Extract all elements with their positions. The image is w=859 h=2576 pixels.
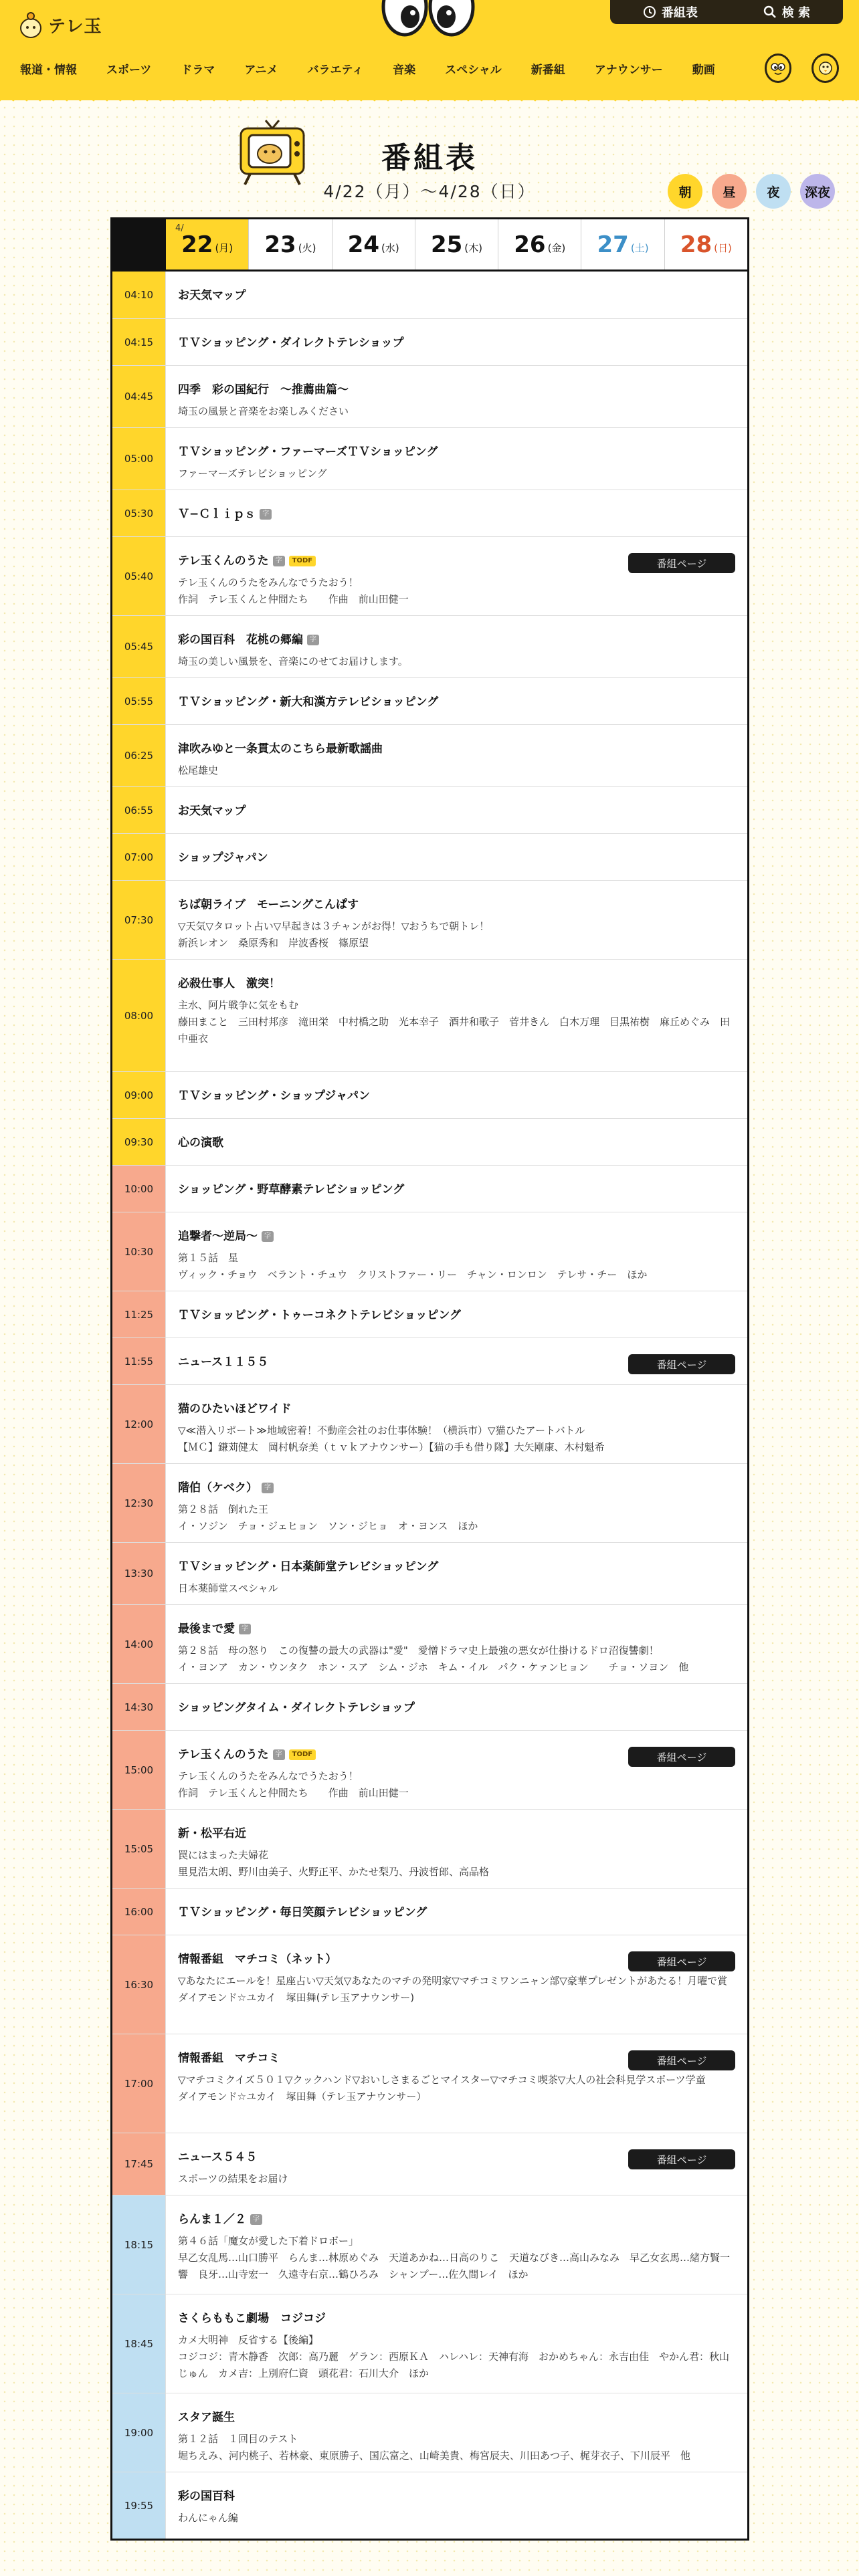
program-description: スポーツの結果をお届け [178, 2173, 288, 2185]
program-time: 09:30 [112, 1119, 166, 1165]
program-row [112, 1463, 747, 1542]
subtitle-badge-icon: 字 [239, 1624, 251, 1634]
program-cell [166, 1605, 747, 1683]
title-area [0, 100, 859, 217]
program-cell [166, 2034, 747, 2133]
program-time: 19:00 [112, 2393, 166, 2472]
program-title-text: さくらももこ劇場 コジコジ [178, 2312, 326, 2325]
day-number: 25 [430, 231, 463, 258]
program-row [112, 1888, 747, 1935]
program-page-button[interactable]: 番組ページ [628, 1354, 735, 1374]
program-row [112, 2393, 747, 2472]
day-number: 28 [680, 231, 712, 258]
program-title[interactable] [178, 444, 735, 460]
program-title[interactable] [178, 1559, 735, 1575]
program-cell [166, 319, 747, 365]
program-time: 17:45 [112, 2133, 166, 2195]
program-description: 第４６話「魔女が愛した下着ドロボー」 早乙女乱馬…山口勝平 らんま…林原めぐみ 天道あかね…日高のりこ 天道なびき…高山みなみ 早乙女玄馬…緒方賢一 響 良牙…山寺宏一 久遠寺右京…鶴ひろみ シャンプー…佐久間レイ ほか [178, 2235, 731, 2280]
program-title[interactable] [178, 803, 735, 819]
program-description: 第１２話 １回目のテスト 堀ちえみ、河内桃子、若林豪、東原勝子、国広富之、山崎美貴、梅宮辰夫、川田あつ子、梶芽衣子、下川辰平 他 [178, 2433, 690, 2462]
program-title-text: Ｖ−Ｃｌｉｐｓ [178, 508, 256, 521]
nav-news-info[interactable]: 報道・情報 [20, 63, 77, 77]
period-buttons [668, 174, 835, 209]
program-row [112, 272, 747, 318]
program-title[interactable] [178, 1621, 735, 1637]
search-button[interactable] [763, 3, 810, 21]
subtitle-badge-icon: 字 [262, 1483, 274, 1493]
program-row [112, 427, 747, 490]
program-title-text: スタア誕生 [178, 2411, 235, 2424]
program-cell [166, 1385, 747, 1463]
program-description: テレ玉くんのうたをみんなでうたおう！ 作詞 テレ玉くんと仲間たち 作曲 前山田健一 [178, 1770, 409, 1799]
program-page-button[interactable]: 番組ページ [628, 1951, 735, 1971]
program-row [112, 1165, 747, 1212]
todf-badge: TODF [289, 556, 316, 566]
site-logo[interactable] [19, 11, 102, 39]
program-page-button[interactable]: 番組ページ [628, 1747, 735, 1767]
program-cell [166, 725, 747, 786]
program-row [112, 365, 747, 427]
program-time: 16:30 [112, 1935, 166, 2034]
day-tab-25[interactable] [415, 219, 498, 270]
program-title-text: テレ玉くんのうた [178, 554, 269, 568]
program-title-text: ショップジャパン [178, 851, 268, 865]
day-number: 23 [264, 231, 296, 258]
subtitle-badge-icon: 字 [262, 1231, 274, 1242]
program-time: 05:00 [112, 428, 166, 490]
program-title[interactable] [178, 976, 735, 992]
day-number: 26 [514, 231, 546, 258]
program-title-text: お天気マップ [178, 289, 246, 302]
program-row [112, 1683, 747, 1730]
program-cell [166, 678, 747, 724]
day-weekday: (木) [464, 242, 482, 254]
day-tab-26[interactable] [498, 219, 581, 270]
program-cell [166, 1119, 747, 1165]
program-title[interactable] [178, 382, 735, 398]
program-row [112, 2294, 747, 2393]
program-title[interactable] [178, 2409, 735, 2426]
program-title-text: ＴＶショッピング・日本薬師堂テレビショッピング [178, 1560, 439, 1574]
program-row [112, 1071, 747, 1118]
program-time: 15:00 [112, 1731, 166, 1809]
program-cell [166, 616, 747, 677]
program-title-text: 階伯（ケベク） [178, 1481, 258, 1495]
program-title-text: 津吹みゆと一条貫太のこちら最新歌謡曲 [178, 742, 383, 756]
program-description: ▽天気▽タロット占い▽早起きは３チャンがお得！▽おうちで朝トレ！ 新浜レオン 桑原秀和 岸波香桜 篠原望 [178, 920, 490, 949]
program-time: 11:55 [112, 1338, 166, 1384]
program-title[interactable] [178, 850, 735, 866]
day-weekday: (月) [215, 242, 233, 254]
search-button-label: 検 索 [781, 6, 811, 20]
nav-drama[interactable]: ドラマ [181, 63, 215, 77]
program-title-text: ＴＶショッピング・トゥーコネクトテレビショッピング [178, 1309, 461, 1322]
program-cell [166, 787, 747, 833]
program-time: 15:05 [112, 1810, 166, 1888]
program-cell [166, 1212, 747, 1291]
program-time: 18:15 [112, 2195, 166, 2294]
program-description: ファーマーズテレビショッピング [178, 467, 327, 479]
program-cell [166, 1166, 747, 1212]
program-row [112, 2133, 747, 2195]
program-title[interactable] [178, 335, 735, 351]
program-time: 11:25 [112, 1291, 166, 1337]
program-time: 08:00 [112, 960, 166, 1071]
program-title[interactable] [178, 1480, 735, 1496]
program-title[interactable] [178, 1135, 735, 1151]
program-cell [166, 1810, 747, 1888]
logo-text: テレ玉 [48, 16, 102, 37]
period-daytime-button[interactable]: 昼 [712, 174, 747, 209]
program-title[interactable] [178, 1182, 735, 1198]
program-row [112, 318, 747, 365]
program-description: ▽あなたにエールを！星座占い▽天気▽あなたのマチの発明家▽マチコミワンニャン部▽豪華プレゼントがあたる！月曜で賞 ダイアモンド☆ユカイ 塚田舞(テレ玉アナウンサー) [178, 1975, 728, 2004]
program-time: 12:00 [112, 1385, 166, 1463]
program-title[interactable] [178, 741, 735, 757]
program-title-text: ＴＶショッピング・毎日笑顔テレビショッピング [178, 1906, 427, 1919]
day-weekday: (土) [630, 242, 649, 254]
program-title[interactable] [178, 2212, 735, 2228]
mascot-link-2[interactable] [812, 53, 839, 83]
day-number: 22 [181, 231, 213, 258]
program-description: 第２８話 倒れた王 イ・ソジン チョ・ジェヒョン ソン・ジヒョ オ・ヨンス ほか [178, 1503, 478, 1532]
program-time: 07:00 [112, 834, 166, 880]
program-title[interactable] [178, 1307, 735, 1323]
program-page-button[interactable]: 番組ページ [628, 2149, 735, 2169]
program-cell [166, 1291, 747, 1337]
subtitle-badge-icon: 字 [260, 509, 272, 520]
program-row [112, 490, 747, 536]
nav-announcer[interactable]: アナウンサー [594, 63, 663, 77]
day-tab-24[interactable] [332, 219, 415, 270]
program-title[interactable] [178, 1088, 735, 1104]
program-cell [166, 1072, 747, 1118]
date-range: 4/22（月）〜4/28（日） [323, 182, 536, 201]
program-title-text: 四季 彩の国紀行 〜推薦曲篇〜 [178, 383, 349, 397]
program-cell [166, 960, 747, 1071]
program-row [112, 1730, 747, 1809]
day-number: 24 [347, 231, 379, 258]
program-title-text: ＴＶショッピング・ショップジャパン [178, 1089, 370, 1103]
program-time: 10:00 [112, 1166, 166, 1212]
program-time: 04:10 [112, 272, 166, 318]
subtitle-badge-icon: 字 [273, 1749, 285, 1760]
program-title-text: 新・松平右近 [178, 1827, 246, 1840]
program-title[interactable] [178, 2311, 735, 2327]
program-title[interactable] [178, 1905, 735, 1921]
schedule-button[interactable] [643, 3, 698, 21]
program-title-text: お天気マップ [178, 804, 246, 818]
program-row [112, 2034, 747, 2133]
program-title[interactable] [178, 1228, 735, 1245]
program-cell [166, 1464, 747, 1542]
todf-badge: TODF [289, 1749, 316, 1760]
program-cell [166, 537, 747, 615]
mascot-eyes-icon [375, 0, 482, 40]
mascot-face-icon [768, 58, 788, 78]
program-title-text: ＴＶショッピング・新大和漢方テレビショッピング [178, 695, 439, 709]
program-cell [166, 2195, 747, 2294]
program-description: 松尾雄史 [178, 764, 219, 776]
program-description: 埼玉の美しい風景を、音楽にのせてお届けします。 [178, 655, 408, 667]
nav-new-programs[interactable]: 新番組 [531, 63, 565, 77]
day-tab-23[interactable] [248, 219, 331, 270]
nav-special[interactable]: スペシャル [445, 63, 502, 77]
subtitle-badge-icon: 字 [250, 2214, 262, 2225]
program-title-text: ＴＶショッピング・ダイレクトテレショップ [178, 336, 404, 350]
program-title-text: ＴＶショッピング・ファーマーズＴＶショッピング [178, 445, 438, 459]
program-cell [166, 2472, 747, 2539]
day-tab-22[interactable] [166, 219, 248, 270]
nav-variety[interactable]: バラエティ [307, 63, 364, 77]
day-weekday: (火) [298, 242, 316, 254]
program-cell [166, 1731, 747, 1809]
program-title[interactable] [178, 1700, 735, 1716]
program-cell [166, 1684, 747, 1730]
program-title-text: 彩の国百科 花桃の郷編 [178, 633, 303, 647]
program-list [112, 272, 747, 2539]
program-title[interactable] [178, 1401, 735, 1417]
program-description: 罠にはまった夫婦花 里見浩太朗、野川由美子、火野正平、かたせ梨乃、丹波哲郎、高品格 [178, 1849, 490, 1878]
program-time: 14:00 [112, 1605, 166, 1683]
program-description: 第１５話 星 ヴィック・チョウ ベラント・チュウ クリストファー・リー チャン・ロンロン テレサ・チー ほか [178, 1252, 648, 1281]
site-header [0, 0, 859, 100]
program-description: 第２８話 母の怒り この復讐の最大の武器は"愛" 愛憎ドラマ史上最強の悪女が仕掛けるドロ沼復讐劇！ イ・ヨンア カン・ウンタク ホン・スア シム・ジホ キム・イル パク・ケァンヒョン チョ・ソヨン 他 [178, 1644, 689, 1673]
program-title-text: ニュース５４５ [178, 2151, 258, 2164]
program-cell [166, 1338, 747, 1384]
day-month: 4/ [175, 223, 184, 233]
program-row [112, 959, 747, 1071]
program-row [112, 2472, 747, 2539]
program-row [112, 1212, 747, 1291]
program-cell [166, 2133, 747, 2195]
program-cell [166, 881, 747, 959]
program-row [112, 1542, 747, 1604]
program-time: 06:55 [112, 787, 166, 833]
program-description: カメ大明神 反省する【後編】 コジコジ：青木静香 次郎：高乃麗 ゲラン：西原ＫＡ ハレハレ：天神有海 おかめちゃん：永吉由佳 やかん君：秋山じゅん カメ吉：上別府仁資 頭花君：石川大介 ほか [178, 2334, 729, 2379]
program-title[interactable] [178, 506, 735, 522]
program-row [112, 833, 747, 880]
day-weekday: (水) [381, 242, 399, 254]
program-title-text: 追撃者〜逆局〜 [178, 1230, 258, 1243]
program-cell [166, 490, 747, 536]
program-time: 16:00 [112, 1889, 166, 1935]
program-row [112, 1384, 747, 1463]
program-time: 06:25 [112, 725, 166, 786]
header-zigzag-edge [0, 88, 859, 102]
program-row [112, 1118, 747, 1165]
period-morning-button[interactable]: 朝 [668, 174, 702, 209]
program-cell [166, 1935, 747, 2034]
program-title-text: 情報番組 マチコミ（ネット） [178, 1953, 337, 1966]
program-cell [166, 2294, 747, 2393]
program-cell [166, 2393, 747, 2472]
program-title-text: ショッピングタイム・ダイレクトテレショップ [178, 1701, 415, 1715]
period-night-button[interactable]: 夜 [756, 174, 791, 209]
program-title[interactable] [178, 2488, 735, 2504]
program-cell [166, 834, 747, 880]
program-description: テレ玉くんのうたをみんなでうたおう！ 作詞 テレ玉くんと仲間たち 作曲 前山田健一 [178, 576, 409, 605]
program-title-text: 最後まで愛 [178, 1622, 235, 1636]
day-tabs [112, 219, 747, 272]
program-title[interactable] [178, 897, 735, 913]
program-time: 05:30 [112, 490, 166, 536]
nav-video[interactable]: 動画 [692, 63, 715, 77]
program-row [112, 615, 747, 677]
teletama-logo-icon [19, 11, 43, 39]
day-tab-28[interactable] [664, 219, 747, 270]
program-row [112, 536, 747, 615]
program-title-text: ニュース１１５５ [178, 1356, 269, 1369]
program-cell [166, 1889, 747, 1935]
program-row [112, 1604, 747, 1683]
program-cell [166, 272, 747, 318]
program-time: 09:00 [112, 1072, 166, 1118]
program-title-text: 情報番組 マチコミ [178, 2052, 280, 2065]
program-row [112, 2195, 747, 2294]
program-title-text: 猫のひたいほどワイド [178, 1402, 292, 1416]
subtitle-badge-icon: 字 [307, 635, 319, 645]
program-description: ▽≪潜入リポート≫地域密着！不動産会社のお仕事体験！（横浜市）▽猫ひたアートバトル 【ＭＣ】鎌苅健太 岡村帆奈美（ｔｖｋアナウンサー）【猫の手も借り隊】大矢剛康、木村魁希 [178, 1424, 605, 1453]
page-title: 番組表 [381, 141, 478, 175]
program-description: 主水、阿片戦争に気をもむ 藤田まこと 三田村邦彦 滝田栄 中村橋之助 光本幸子 酒井和歌子 菅井きん 白木万理 目黒祐樹 麻丘めぐみ 田中亜衣 [178, 999, 731, 1045]
program-cell [166, 428, 747, 490]
program-row [112, 724, 747, 786]
program-time: 19:55 [112, 2472, 166, 2539]
program-time: 04:45 [112, 366, 166, 427]
program-page-button[interactable]: 番組ページ [628, 2050, 735, 2070]
nav-sports[interactable]: スポーツ [106, 63, 152, 77]
top-button-bar [610, 0, 843, 24]
program-row [112, 677, 747, 724]
program-time: 04:15 [112, 319, 166, 365]
day-weekday: (日) [714, 242, 732, 254]
program-time: 14:30 [112, 1684, 166, 1730]
program-row [112, 880, 747, 959]
program-cell [166, 366, 747, 427]
program-title[interactable] [178, 288, 735, 304]
program-description: 日本薬師堂スペシャル [178, 1582, 278, 1594]
program-title-text: 必殺仕事人 激突！ [178, 977, 280, 990]
nav-music[interactable]: 音楽 [393, 63, 416, 77]
program-row [112, 1337, 747, 1384]
nav-anime[interactable]: アニメ [244, 63, 278, 77]
search-icon [763, 5, 777, 19]
program-time: 05:40 [112, 537, 166, 615]
program-time: 17:00 [112, 2034, 166, 2133]
main-nav [20, 53, 839, 83]
program-title-text: ショッピング・野草酵素テレビショッピング [178, 1183, 405, 1196]
program-title-text: 彩の国百科 [178, 2490, 235, 2503]
program-title[interactable] [178, 694, 735, 710]
program-title-text: らんま１／２ [178, 2213, 246, 2226]
mascot-bird-icon [816, 58, 836, 78]
period-latenight-button[interactable]: 深夜 [800, 174, 835, 209]
program-description: 埼玉の風景と音楽をお楽しみください [178, 405, 349, 417]
program-description: ▽マチコミクイズ５０１▽クックハンド▽おいしさまるごとマイスター▽マチコミ喫茶▽大人の社会科見学スポーツ学童 ダイアモンド☆ユカイ 塚田舞（テレ玉アナウンサー） [178, 2074, 706, 2103]
program-description: わんにゃん編 [178, 2512, 238, 2524]
day-number: 27 [597, 231, 629, 258]
program-page-button[interactable]: 番組ページ [628, 553, 735, 573]
program-time: 12:30 [112, 1464, 166, 1542]
program-title-text: 心の演歌 [178, 1136, 223, 1150]
program-title[interactable] [178, 1826, 735, 1842]
mascot-link-1[interactable] [765, 53, 792, 83]
program-title[interactable] [178, 632, 735, 648]
program-schedule [110, 217, 749, 2541]
subtitle-badge-icon: 字 [273, 556, 285, 566]
program-time: 05:55 [112, 678, 166, 724]
program-time: 10:30 [112, 1212, 166, 1291]
program-title-text: テレ玉くんのうた [178, 1748, 269, 1761]
day-tab-27[interactable] [581, 219, 664, 270]
program-row [112, 1935, 747, 2034]
program-time: 07:30 [112, 881, 166, 959]
schedule-button-label: 番組表 [661, 6, 698, 20]
program-row [112, 1809, 747, 1888]
program-row [112, 1291, 747, 1337]
program-time: 18:45 [112, 2294, 166, 2393]
day-weekday: (金) [547, 242, 566, 254]
program-cell [166, 1543, 747, 1604]
clock-icon [643, 5, 656, 19]
program-title-text: ちば朝ライブ モーニングこんぱす [178, 898, 359, 911]
program-row [112, 786, 747, 833]
program-time: 13:30 [112, 1543, 166, 1604]
program-time: 05:45 [112, 616, 166, 677]
